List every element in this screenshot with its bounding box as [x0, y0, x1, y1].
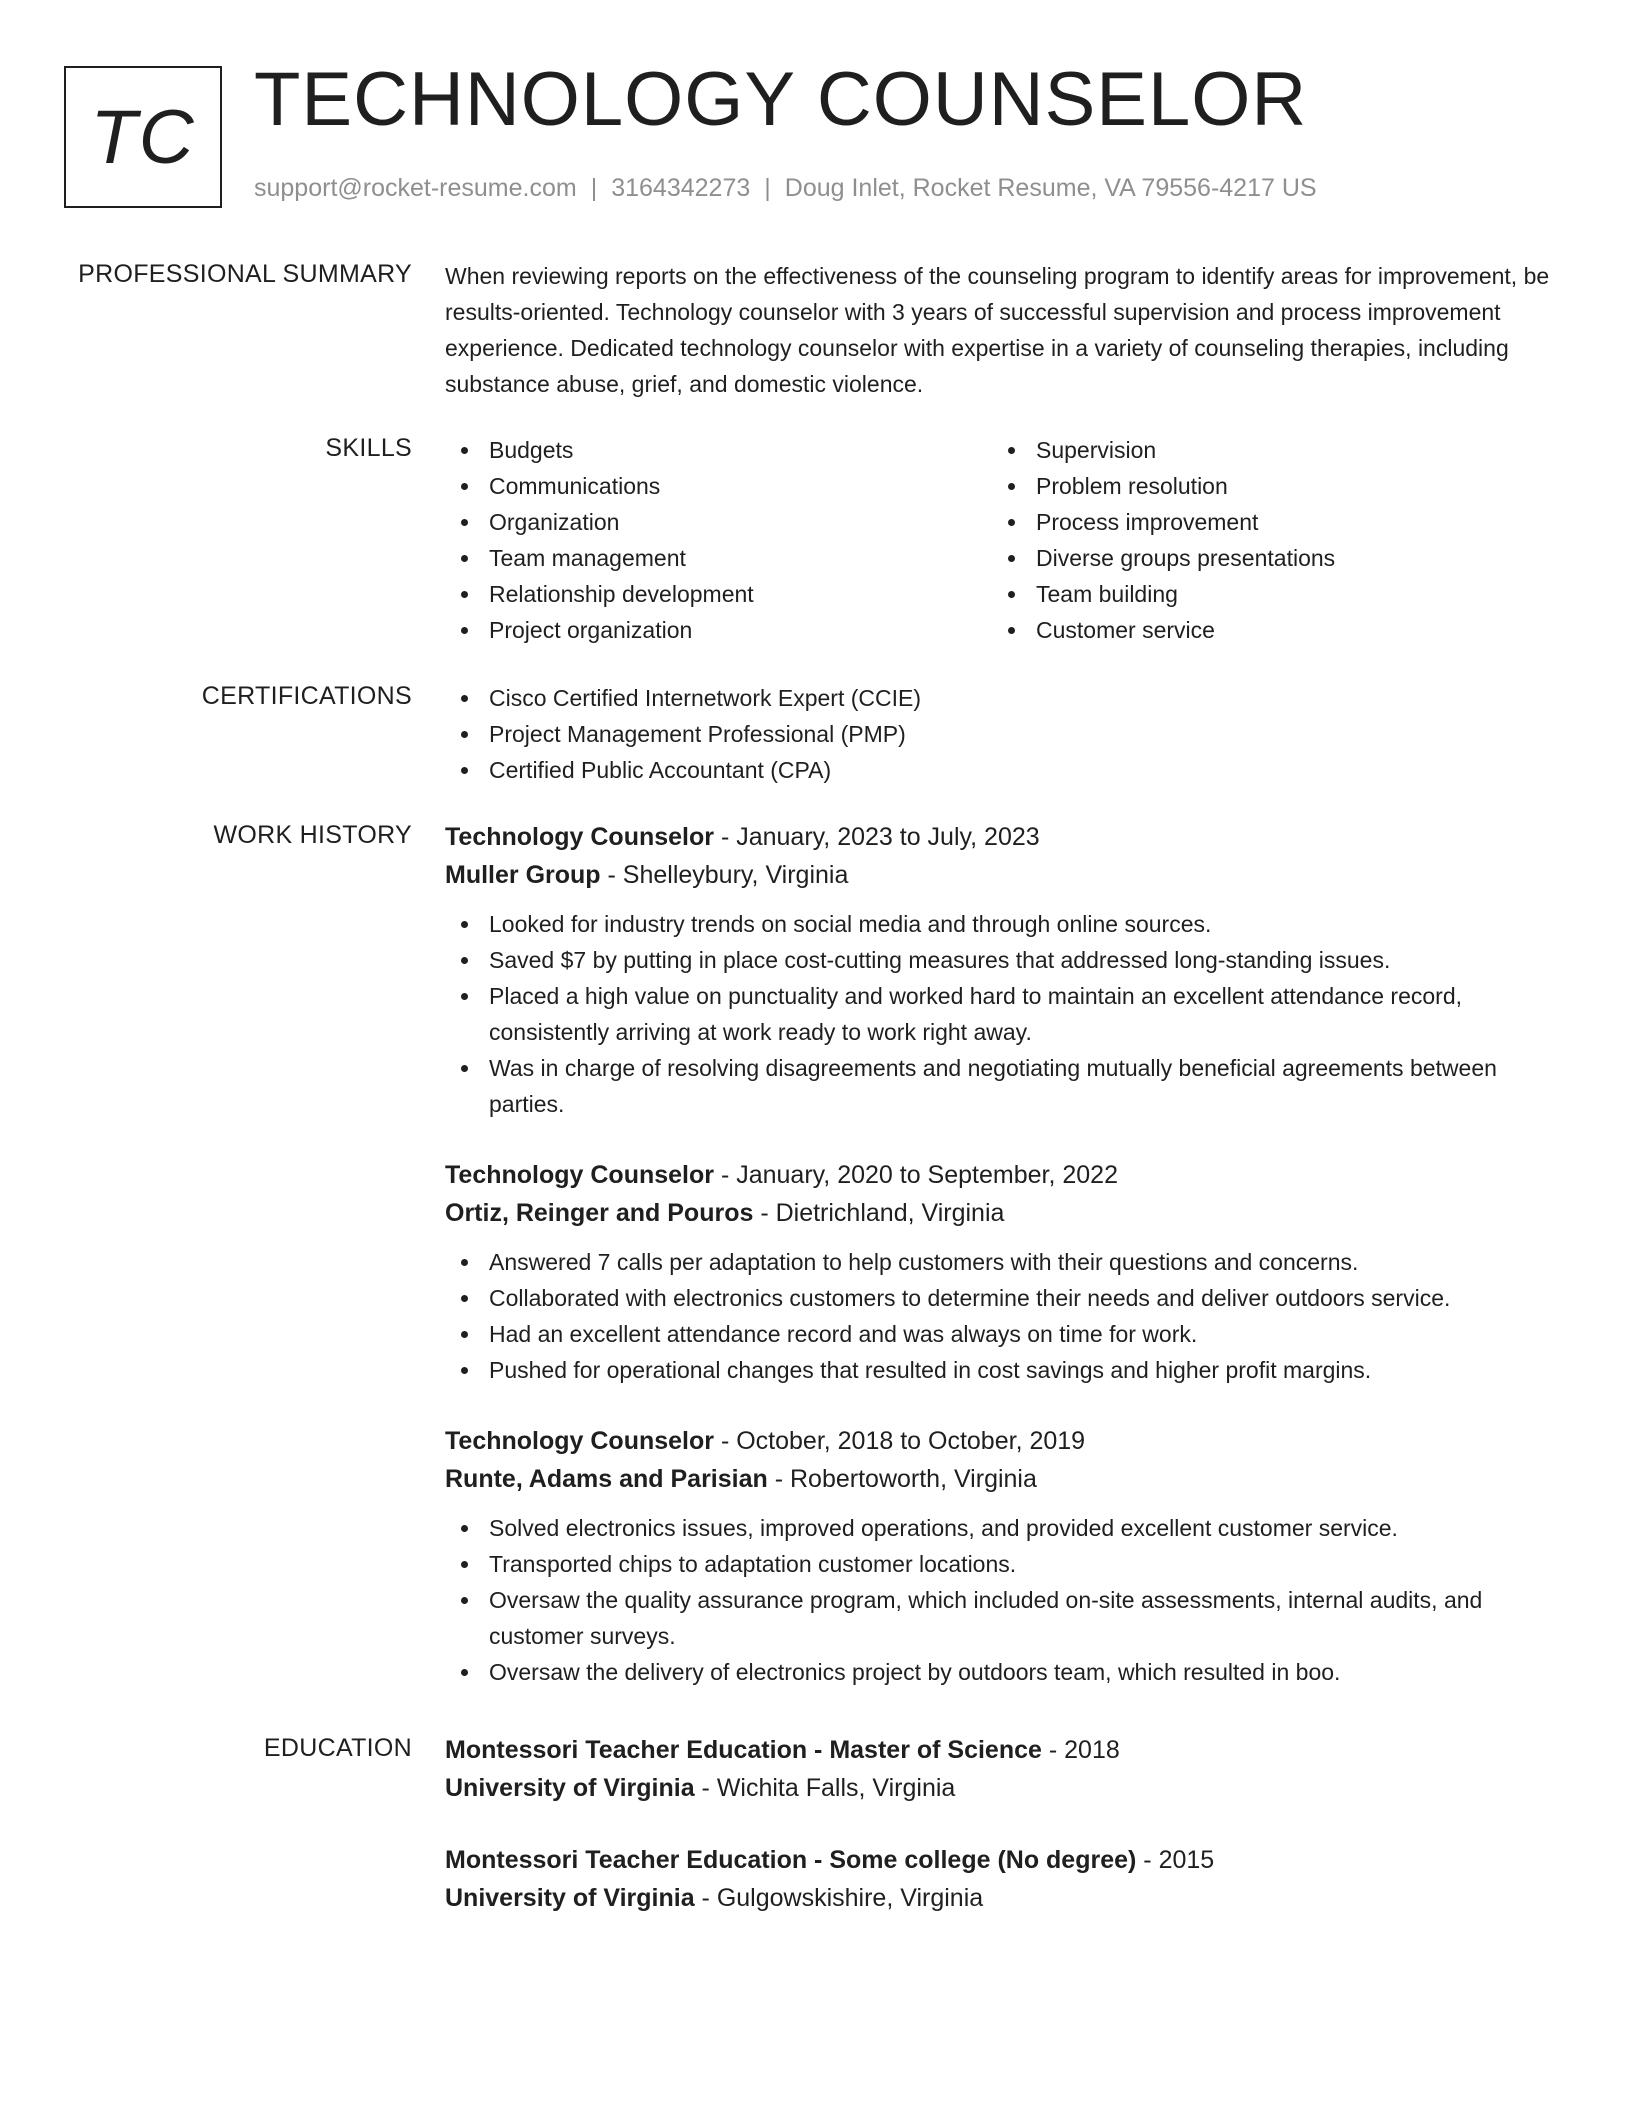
skill-item: Project organization [445, 612, 992, 648]
monogram: TC [64, 66, 222, 208]
job-bullet: Oversaw the quality assurance program, which included on-site assessments, internal audits, and customer surveys. [445, 1582, 1560, 1654]
education-year: - 2018 [1041, 1736, 1120, 1764]
job-bullet: Transported chips to adaptation customer locations. [445, 1546, 1560, 1582]
education-location: - Gulgowskishire, Virginia [694, 1884, 984, 1912]
job-dates: - January, 2023 to July, 2023 [714, 823, 1040, 851]
job-location: - Shelleybury, Virginia [600, 861, 849, 889]
job-company-line [445, 1194, 1560, 1232]
contact-separator: | [764, 174, 771, 202]
skills-list-left [445, 432, 992, 648]
education-school: University of Virginia [445, 1884, 695, 1912]
skill-item: Budgets [445, 432, 992, 468]
job-dates: - October, 2018 to October, 2019 [714, 1427, 1086, 1455]
work-history-label: WORK HISTORY [213, 821, 412, 849]
job-entry [445, 1422, 1560, 1690]
contact-line [254, 174, 1317, 203]
job-title-line [445, 818, 1560, 856]
job-title-line [445, 1156, 1560, 1194]
summary-text: When reviewing reports on the effectiveness of the counseling program to identify areas for improvement, be results-oriented. Technology counselor with 3 years of successful supervision and process improvement experience. Dedicated technology counselor with expertise in a variety of counseling therapies, including substance abuse, grief, and domestic violence. [445, 263, 1550, 397]
page-title: TECHNOLOGY COUNSELOR [254, 57, 1308, 142]
education-degree: Montessori Teacher Education - Some college (No degree) [445, 1846, 1137, 1874]
contact-phone[interactable]: 3164342273 [611, 174, 751, 202]
education-school: University of Virginia [445, 1774, 695, 1802]
job-title: Technology Counselor [445, 1427, 714, 1455]
skill-item: Supervision [992, 432, 1539, 468]
job-bullet: Pushed for operational changes that resulted in cost savings and higher profit margins. [445, 1352, 1560, 1388]
skills-label: SKILLS [325, 434, 412, 462]
skills-list-right [992, 432, 1539, 648]
skill-item: Team management [445, 540, 992, 576]
certification-item: Cisco Certified Internetwork Expert (CCIE) [445, 680, 1560, 716]
skill-item: Relationship development [445, 576, 992, 612]
skill-item: Organization [445, 504, 992, 540]
job-company: Runte, Adams and Parisian [445, 1465, 768, 1493]
job-location: - Dietrichland, Virginia [753, 1199, 1005, 1227]
job-company: Muller Group [445, 861, 601, 889]
education-school-line [445, 1769, 1560, 1807]
job-bullet: Collaborated with electronics customers to determine their needs and deliver outdoors service. [445, 1280, 1560, 1316]
education-degree-line [445, 1841, 1560, 1879]
certification-item: Certified Public Accountant (CPA) [445, 752, 1560, 788]
education-degree: Montessori Teacher Education - Master of Science [445, 1736, 1042, 1764]
job-bullet: Placed a high value on punctuality and worked hard to maintain an excellent attendance record, consistently arriving at work ready to work right away. [445, 978, 1560, 1050]
contact-address: Doug Inlet, Rocket Resume, VA 79556-4217 US [784, 174, 1317, 202]
job-bullet: Solved electronics issues, improved operations, and provided excellent customer service. [445, 1510, 1560, 1546]
job-bullet: Oversaw the delivery of electronics project by outdoors team, which resulted in boo. [445, 1654, 1560, 1690]
job-title: Technology Counselor [445, 1161, 714, 1189]
skill-item: Communications [445, 468, 992, 504]
education-school-line [445, 1879, 1560, 1917]
job-bullet: Answered 7 calls per adaptation to help customers with their questions and concerns. [445, 1244, 1560, 1280]
contact-separator: | [590, 174, 598, 202]
job-company-line [445, 856, 1560, 894]
job-title: Technology Counselor [445, 823, 714, 851]
contact-email[interactable]: support@rocket-resume.com [254, 174, 577, 202]
education-entry [445, 1841, 1560, 1917]
skill-item: Team building [992, 576, 1539, 612]
job-dates: - January, 2020 to September, 2022 [714, 1161, 1118, 1189]
job-company: Ortiz, Reinger and Pouros [445, 1199, 754, 1227]
job-bullet: Saved $7 by putting in place cost-cutting measures that addressed long-standing issues. [445, 942, 1560, 978]
job-entry [445, 1156, 1560, 1388]
job-bullet: Had an excellent attendance record and was always on time for work. [445, 1316, 1560, 1352]
education-label: EDUCATION [263, 1734, 412, 1762]
job-company-line [445, 1460, 1560, 1498]
job-bullets [445, 906, 1560, 1122]
skill-item: Process improvement [992, 504, 1539, 540]
education-location: - Wichita Falls, Virginia [694, 1774, 956, 1802]
job-bullet: Looked for industry trends on social media and through online sources. [445, 906, 1560, 942]
summary-label: PROFESSIONAL SUMMARY [78, 260, 412, 288]
certification-item: Project Management Professional (PMP) [445, 716, 1560, 752]
job-entry [445, 818, 1560, 1122]
skill-item: Diverse groups presentations [992, 540, 1539, 576]
education-entry [445, 1731, 1560, 1807]
job-location: - Robertoworth, Virginia [767, 1465, 1037, 1493]
certifications-label: CERTIFICATIONS [201, 682, 412, 710]
skill-item: Problem resolution [992, 468, 1539, 504]
education-year: - 2015 [1136, 1846, 1215, 1874]
job-title-line [445, 1422, 1560, 1460]
job-bullets [445, 1244, 1560, 1388]
job-bullet: Was in charge of resolving disagreements and negotiating mutually beneficial agreements between parties. [445, 1050, 1560, 1122]
job-bullets [445, 1510, 1560, 1690]
certifications-list [445, 680, 1560, 788]
education-degree-line [445, 1731, 1560, 1769]
skill-item: Customer service [992, 612, 1539, 648]
